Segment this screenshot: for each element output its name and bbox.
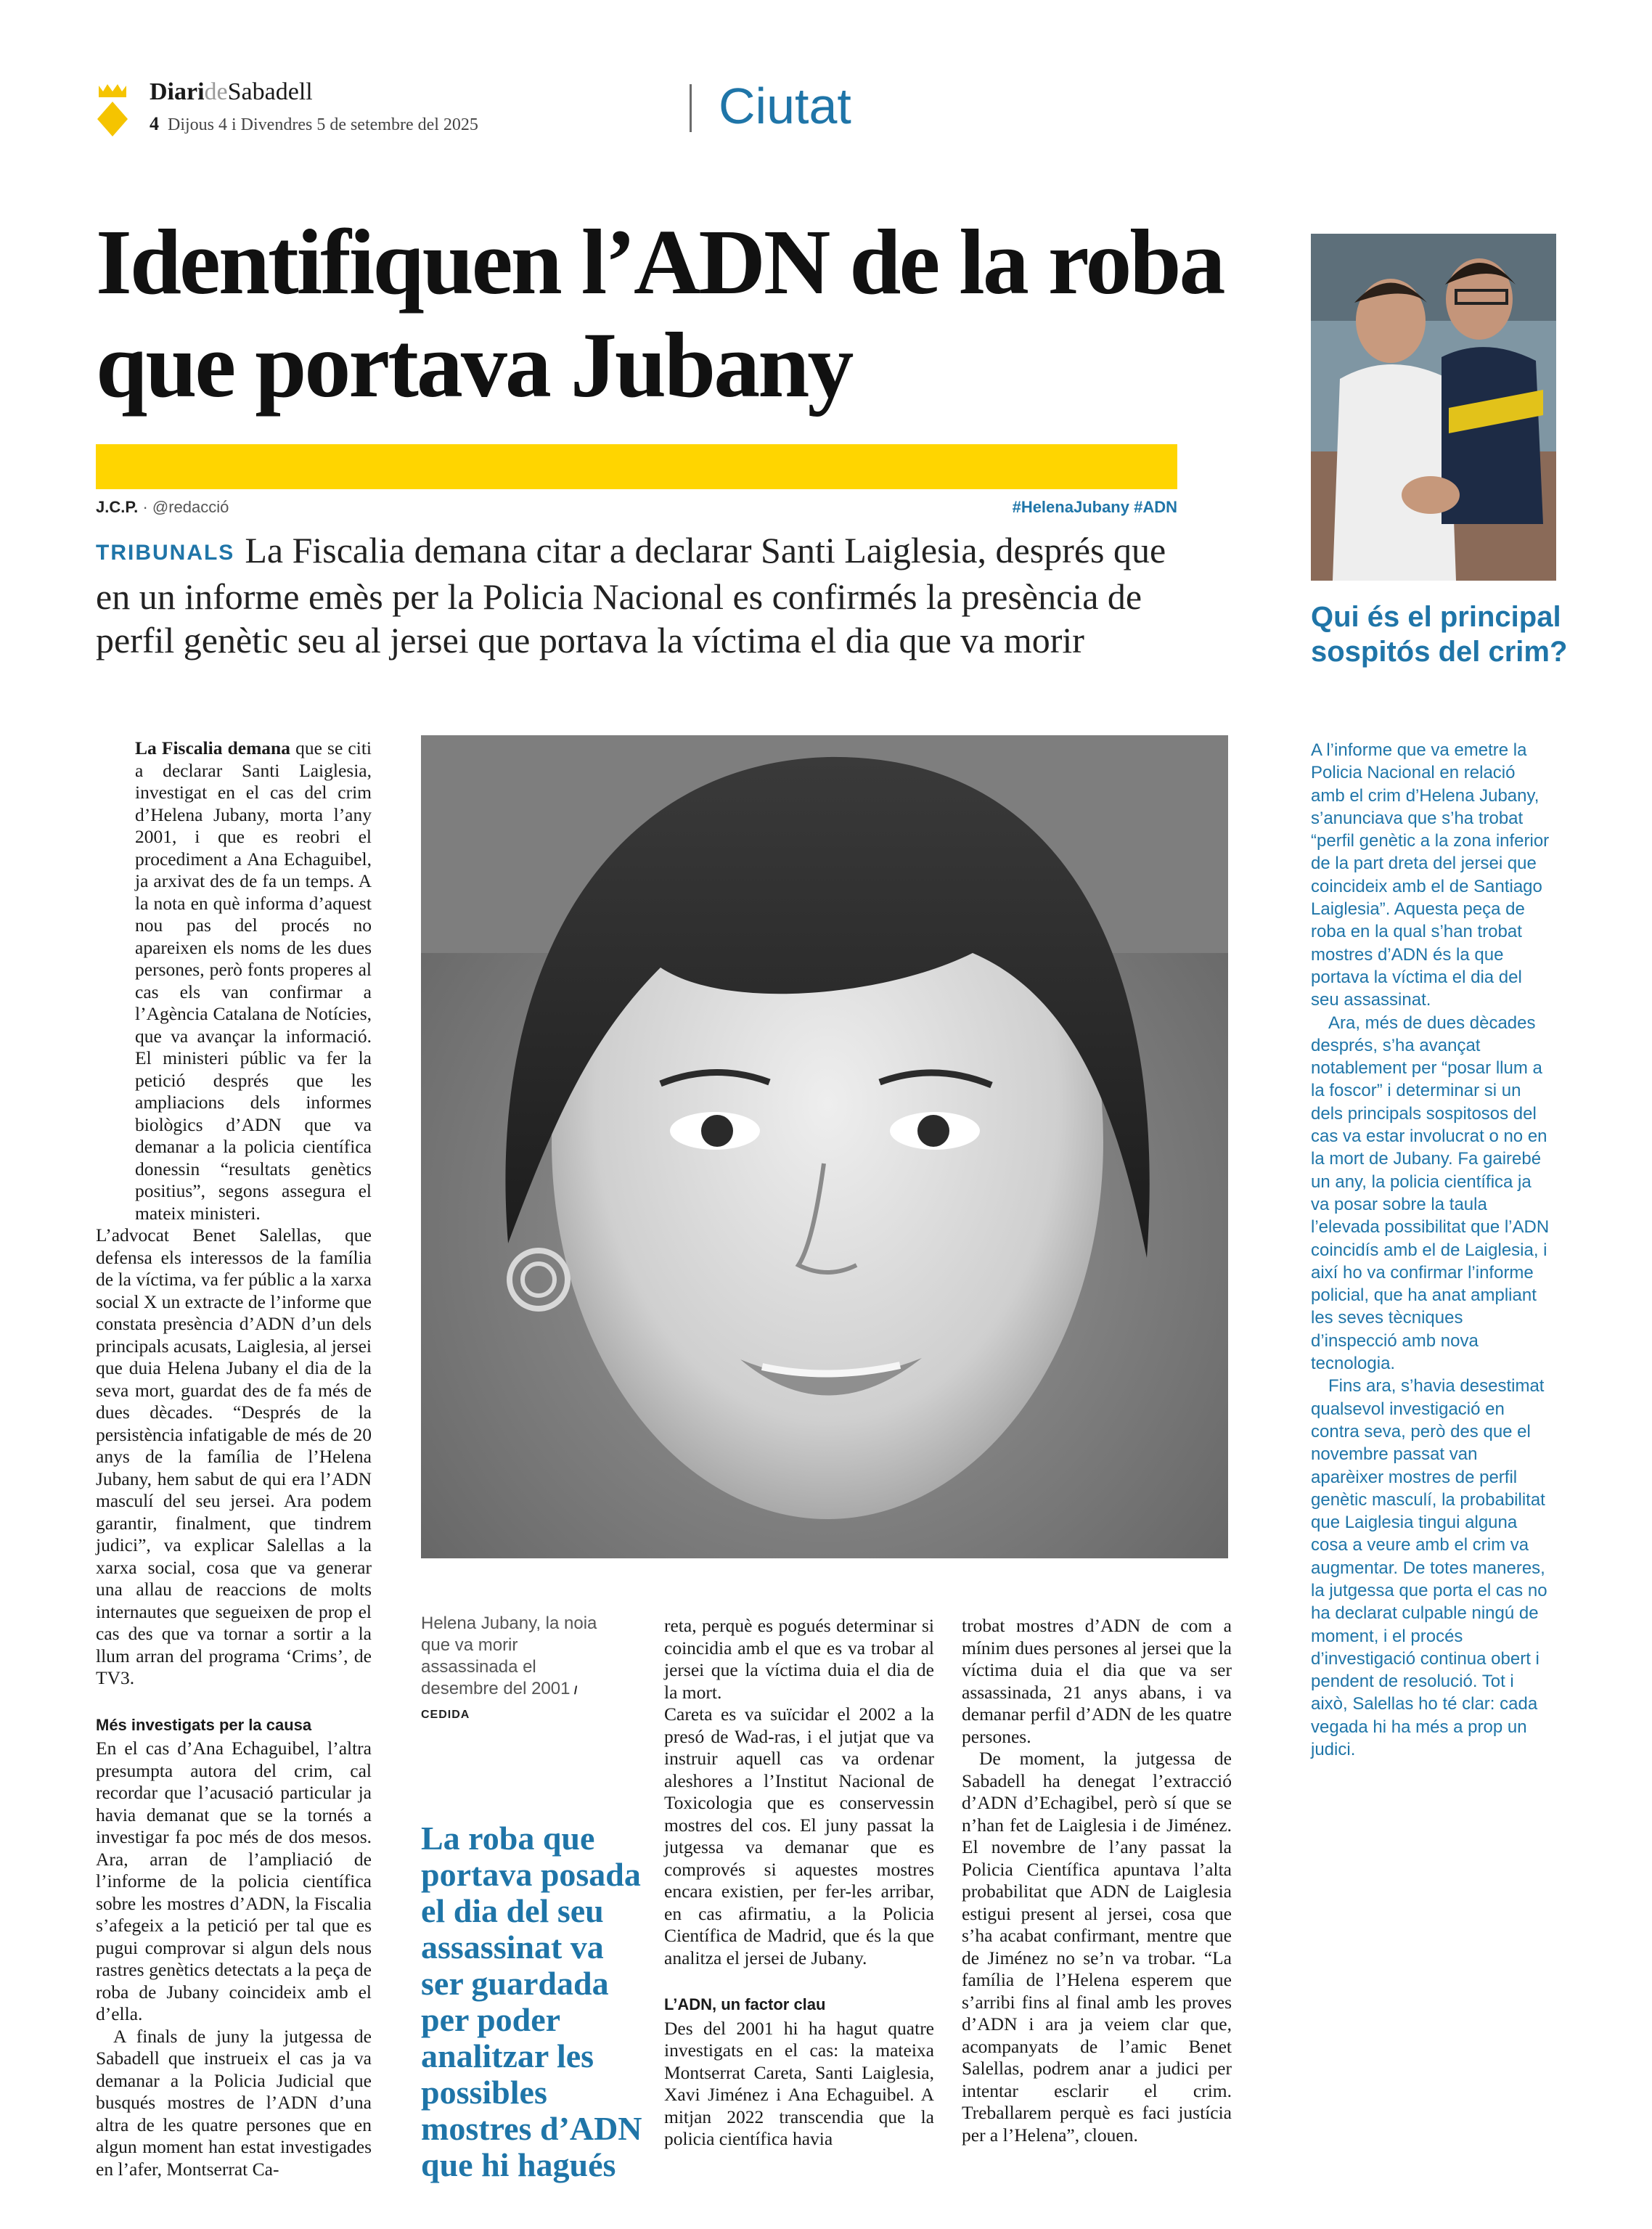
standfirst-text: La Fiscalia demana citar a declarar Santi Laiglesia, després que en un informe emès per la Policia Nacional es confirmés la presència de perfil genètic seu al jersei que portava la víctima el dia que va morir [96,530,1166,660]
sidebar-paragraph: Ara, més de dues dècades després, s’ha avançat notablement per “posar llum a la foscor” i determinar si un dels principals sospitosos del cas va estar involucrat o no en la mort de Jubany. Fa gairebé un any, la policia científica ja va posar sobre la taula l’elevada possibilitat que l’ADN coincidís amb el de Laiglesia, i així ho va confirmar l’informe policial, que ha anat ampliant les seves tècniques d’inspecció amb nova tecnologia. [1311,1013,1550,1374]
photo-credit: / CEDIDA [421,1685,578,1721]
article-paragraph: La Fiscalia demana que se citi a declarar Santi Laiglesia, investigat en el cas del crim d’Helena Jubany, morta l’any 2001, i que es reobri el procediment a Ana Echaguibel, ja arxivat des de fa un temps. A la nota en què informa d’aquest nou pas del procés no apareixen els noms de les dues persones, però fonts properes al cas els van confirmar a l’Agència Catalana de Notícies, que va avançar la informació. El ministeri públic va fer la petició després que les ampliacions dels informes biològics d’ADN que va demanar a la policia científica donessin “resultats genètics positius”, segons assegura el mateix ministeri. [135,737,372,1224]
article-paragraph: trobat mostres d’ADN de com a mínim dues persones al jersei que la víctima duia el dia que va ser assassinada, 21 anys abans, i va demanar perfil d’ADN de les quatre persones. [962,1615,1232,1747]
highlight-bar [96,444,1177,489]
newspaper-logo-icon [96,81,129,136]
photo-caption: Helena Jubany, la noia que va morir assassinada el desembre del 2001 / CEDIDA [421,1614,597,1721]
section-divider [690,84,692,132]
byline [96,498,229,517]
article-paragraph: A finals de juny la jutgessa de Sabadell que instrueix el cas ja va demanar a la Policia Judicial que busqués mostres de l’ADN d’una altra de les quatre persones que en algun moment han estat investigades en l’afer, Montserrat Ca- [96,2025,372,2180]
article-paragraph: Careta es va suïcidar el 2002 a la presó de Wad-ras, i el jutjat que va instruir aquell cas va ordenar aleshores a l’Institut Nacional de Toxicologia que es conservessin mostres del cos. El juny passat la jutgessa va demanar que es comprovés si aquestes mostres encara existien, per fer-les arribar, en cas afirmatiu, a la Policia Científica de Madrid, que és la que analitza el jersei de Jubany. [664,1704,934,1968]
brand-last: Sabadell [227,78,313,105]
article-paragraph: reta, perquè es pogués determinar si coincidia amb el que es va trobar al jersei que la víctima duia el dia de la mort. [664,1615,934,1703]
article-paragraph: En el cas d’Ana Echaguibel, l’altra presumpta autora del crim, cal recordar que l’acusació particular ja havia demanat que se la tornés a investigar fa poc més de dos mesos. Ara, arran de l’ampliació de l’informe de la policia científica sobre les mostres d’ADN, la Fiscalia s’afegeix a la petició per tal que es pugui comprovar si algun dels nous rastres genètics detectats a la peça de roba de Jubany coincideix amb el d’ella. [96,1738,372,2024]
brand-first: Diari [150,78,205,105]
sidebar-paragraph: Fins ara, s’havia desestimat qualsevol investigació en contra seva, però des que el novembre passat van aparèixer mostres de perfil genètic masculí, la probabilitat que Laiglesia tingui alguna cosa a veure amb el crim va augmentar. De totes maneres, la jutgessa que porta el cas no ha declarat culpable ningú de moment, i el procés d’investigació continua obert i pendent de resolució. Tot i això, Salellas ho té clar: cada vegada hi ha més a prop un judici. [1311,1376,1547,1760]
page-info [150,113,478,135]
issue-date: Dijous 4 i Divendres 5 de setembre del 2025 [168,115,478,134]
sidebar-body [1311,739,1553,1761]
byline-separator: · [142,498,148,516]
article-paragraph: L’advocat Benet Salellas, que defensa els interessos de la família de la víctima, va fer públic a la xarxa social X un extracte de l’informe que constata presència d’ADN d’un dels principals acusats, Laiglesia, al jersei que duia Helena Jubany el dia de la seva mort, guardat des de fa més de dues dècades. “Després de la persistència infatigable de més de 20 anys de la família de l’Helena Jubany, hem sabut de qui era l’ADN masculí del seu jersei. Ara podem garantir, finalment, que tindrem judici”, va explicar Salellas a la xarxa social, cosa que va generar una allau de reaccions de molts internautes que segueixen de prop el cas des que va tornar a sortir a la llum arran del programa ‘Crims’, de TV3. [96,1224,372,1688]
article-column-4 [962,1615,1232,2146]
article-headline: Identifiquen l’ADN de la roba que portava Jubany [96,210,1224,417]
brand-de: de [204,78,228,105]
newspaper-name[interactable] [150,78,313,106]
sidebar-paragraph: A l’informe que va emetre la Policia Nacional en relació amb el crim d’Helena Jubany, s’anunciava que s’ha trobat “perfil genètic a la zona inferior de la part dreta del jersei que coincideix amb el de Santiago Laiglesia”. Aquesta peça de roba en la qual s’han trobat mostres d’ADN és la que portava la víctima el dia del seu assassinat. [1311,740,1550,1010]
article-paragraph: Des del 2001 hi ha hagut quatre investigats en el cas: la mateixa Montserrat Careta, Santi Laiglesia, Xavi Jiménez i Ana Echaguibel. A mitjan 2022 transcendia que la policia científica havia [664,2017,934,2149]
sidebar-photo[interactable] [1311,234,1556,581]
two-men-image [1311,234,1556,581]
author-name: J.C.P. [96,498,139,516]
sidebar-title: Qui és el principal sospitós del crim? [1311,601,1568,668]
article-column-1 [96,737,372,2180]
author-handle[interactable]: @redacció [152,498,229,516]
hashtags[interactable]: #HelenaJubany #ADN [1012,498,1177,516]
pull-quote: La roba que portava posada el dia del seu assassinat va ser guardada per poder analitzar les possibles mostres d’ADN que hi hagués [421,1820,642,2183]
lead-in: La Fiscalia demana [135,737,290,758]
main-photo[interactable] [421,735,1228,1558]
standfirst [96,528,1185,662]
subheading: L’ADN, un factor clau [664,1995,826,2013]
portrait-image [421,735,1228,1558]
kicker-label: TRIBUNALS [96,541,235,565]
page-number: 4 [150,113,159,134]
article-paragraph: De moment, la jutgessa de Sabadell ha denegat l’extracció d’ADN d’Echagibel, però sí que se n’han fet de Laiglesia i de Jiménez. El novembre de l’any passat la Policia Científica apuntava l’alta probabilitat que ADN de Laiglesia estigui present al jersei, cosa que s’ha acabat confirmant, mentre que de Jiménez no se’n va trobar. “La família de l’Helena esperem que s’arribi fins al final amb les proves d’ADN i ara ja veiem clar que, acompanyats de l’amic Benet Salellas, podrem anar a judici per intentar esclarir el crim. Treballarem perquè es faci justícia per a l’Helena”, clouen. [962,1748,1232,2146]
article-column-3 [664,1615,934,2151]
section-title: Ciutat [719,78,851,134]
subheading: Més investigats per la causa [96,1715,312,1734]
